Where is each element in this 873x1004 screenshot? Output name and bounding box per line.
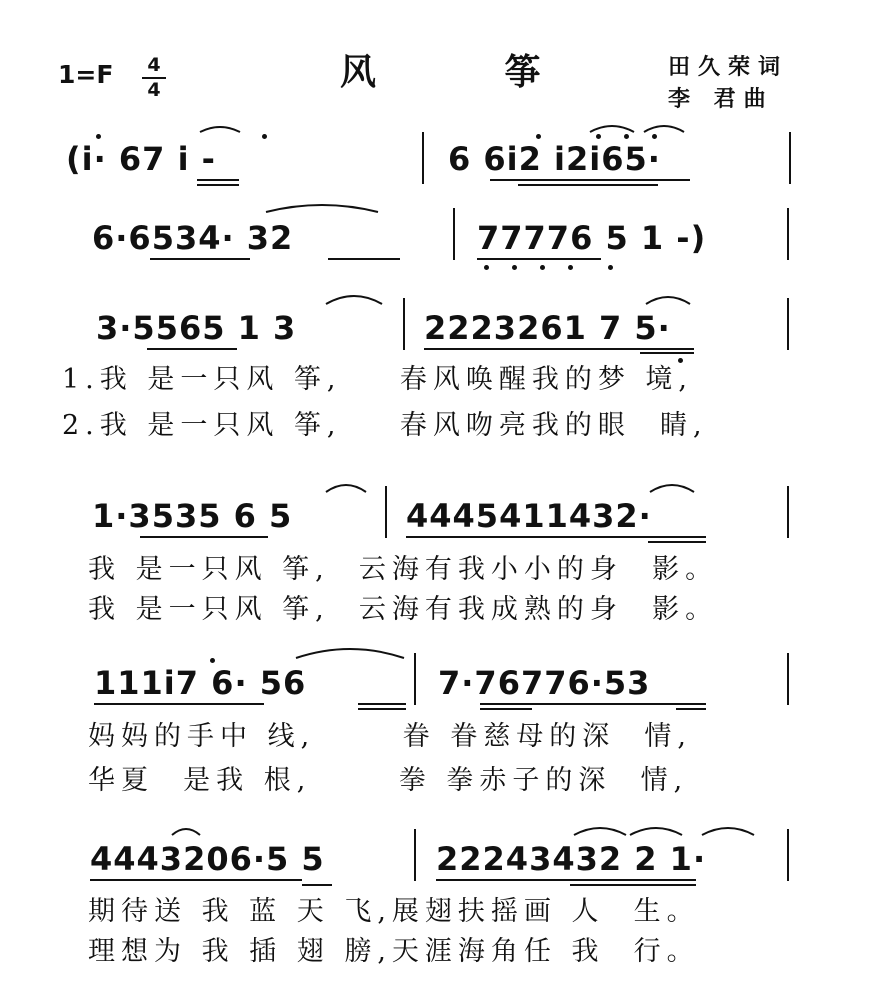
beam-underline (147, 348, 237, 350)
beam-underline (424, 348, 694, 350)
key-signature: 1=F (58, 60, 114, 89)
barline (414, 829, 416, 881)
beam-underline (648, 541, 706, 543)
barline (414, 653, 416, 705)
score-line-6-measure-2: 22243432 2 1· (436, 840, 707, 878)
lyrics-verse-1: 1.我 是一只风 筝, 春风唤醒我的梦 境, (62, 364, 694, 395)
score-line-5-measure-1: 111i7 6· 56 (94, 664, 307, 702)
score-line-4-measure-2: 4445411432· (406, 497, 652, 535)
score-line-4-measure-1: 1·3535 6 5 (92, 497, 293, 535)
barline (787, 653, 789, 705)
lyrics-verse-2: 2.我 是一只风 筝, 春风吻亮我的眼 睛, (62, 410, 708, 441)
beam-underline (640, 352, 694, 354)
octave-dot (652, 134, 657, 139)
octave-dot (210, 658, 215, 663)
barline (787, 298, 789, 350)
octave-dot (96, 134, 101, 139)
octave-dot (484, 265, 489, 270)
beam-underline (676, 708, 706, 710)
barline (787, 829, 789, 881)
score-line-3-measure-1: 3·5565 1 3 (96, 309, 297, 347)
octave-dot (596, 134, 601, 139)
score-line-5-measure-2: 7·76776·53 (438, 664, 651, 702)
beam-underline (480, 708, 532, 710)
beam-underline (358, 708, 406, 710)
beam-underline (490, 179, 690, 181)
barline (787, 208, 789, 260)
composer-credit: 李 君曲 (668, 86, 774, 112)
lyrics-verse-1: 妈妈的手中 线, 眷 眷慈母的深 情, (88, 721, 692, 752)
song-title: 风 筝 (340, 51, 599, 93)
beam-underline (197, 184, 239, 186)
lyrics-verse-1: 期待送 我 蓝 天 飞,展翅扶摇画 人 生。 (88, 896, 700, 927)
beam-underline (94, 703, 264, 705)
score-line-2-measure-2: 77776 5 1 -) (477, 219, 707, 257)
score-line-1-measure-1: (i· 67 i - (66, 140, 216, 178)
beam-underline (436, 879, 696, 881)
time-signature-numerator: 4 (147, 54, 161, 76)
lyrics-verse-2: 我 是一只风 筝, 云海有我成熟的身 影。 (88, 594, 719, 625)
score-line-6-measure-1: 4443206·5 5 (90, 840, 325, 878)
octave-dot (512, 265, 517, 270)
lyrics-verse-2: 理想为 我 插 翅 膀,天涯海角任 我 行。 (88, 936, 700, 967)
beam-underline (480, 703, 706, 705)
beam-underline (190, 258, 250, 260)
lyricist-credit: 田久荣词 (668, 54, 789, 80)
score-line-3-measure-2: 2223261 7 5· (424, 309, 671, 347)
barline (787, 486, 789, 538)
time-signature-denominator: 4 (142, 77, 166, 100)
time-signature (142, 56, 166, 100)
octave-dot (608, 265, 613, 270)
score-line-2-measure-1: 6·6534· 32 (92, 219, 294, 257)
octave-dot (536, 134, 541, 139)
barline (789, 132, 791, 184)
octave-dot (678, 358, 683, 363)
octave-dot (568, 265, 573, 270)
beam-underline (477, 258, 601, 260)
beam-underline (140, 536, 268, 538)
beam-underline (302, 884, 332, 886)
octave-dot (540, 265, 545, 270)
lyrics-verse-1: 我 是一只风 筝, 云海有我小小的身 影。 (88, 554, 719, 585)
octave-dot (262, 134, 267, 139)
beam-underline (90, 879, 302, 881)
barline (453, 208, 455, 260)
beam-underline (328, 258, 400, 260)
lyrics-verse-2: 华夏 是我 根, 拳 拳赤子的深 情, (88, 765, 689, 796)
beam-underline (518, 184, 658, 186)
barline (403, 298, 405, 350)
octave-dot (624, 134, 629, 139)
barline (422, 132, 424, 184)
beam-underline (197, 179, 239, 181)
barline (385, 486, 387, 538)
beam-underline (570, 884, 696, 886)
beam-underline (358, 703, 406, 705)
beam-underline (406, 536, 706, 538)
score-line-1-measure-2: 6 6i2 i2i65· (448, 140, 661, 178)
